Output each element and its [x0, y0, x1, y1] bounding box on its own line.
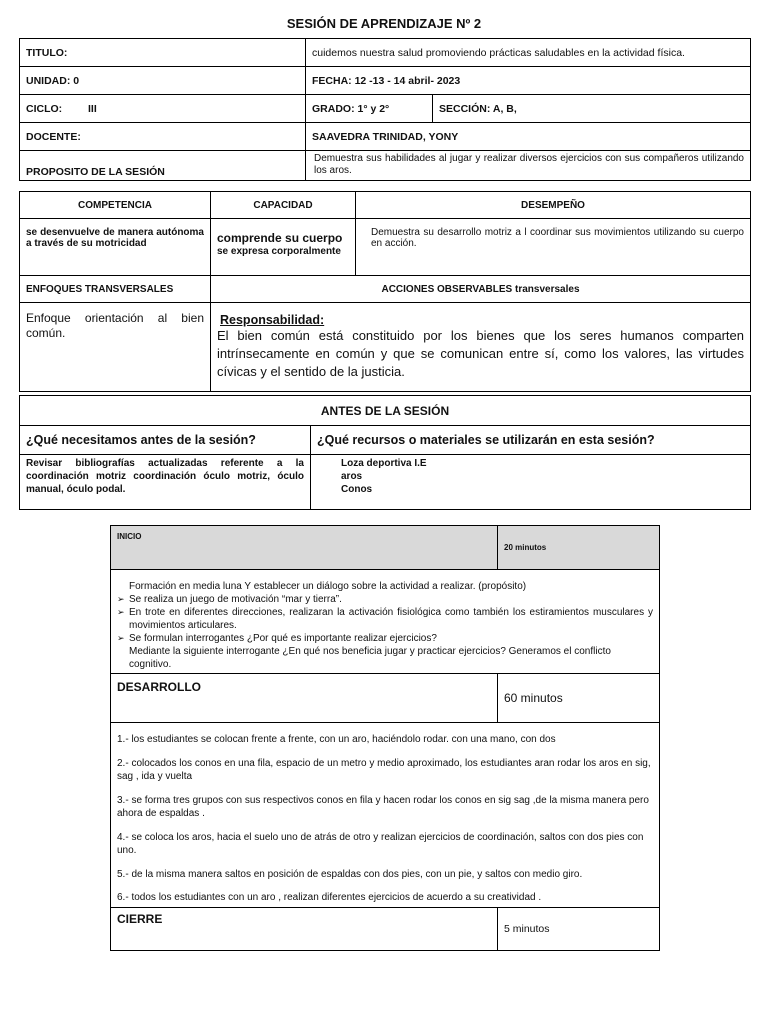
antes-question-2: ¿Qué recursos o materiales se utilizarán en esta sesión?: [311, 426, 751, 455]
titulo-value: cuidemos nuestra salud promoviendo prácticas saludables en la actividad física.: [306, 39, 751, 67]
antes-answer-1: Revisar bibliografías actualizadas referente a la coordinación motriz coordinación óculo motriz, óculo manual, óculo podal.: [20, 455, 311, 510]
material-item: Conos: [341, 484, 373, 495]
seccion-label: SECCIÓN: A, B,: [433, 95, 751, 123]
desempeno-value: Demuestra su desarrollo motriz a l coordinar sus movimientos utilizando su cuerpo en acción.: [356, 219, 751, 276]
responsabilidad-text: El bien común está constituido por los bienes que los seres humanos comparten intrínsecamente en común y que se comunican entre sí, como los valores, las virtudes cívicas y el sentido de la justicia.: [217, 328, 744, 379]
capacidad-cell: [211, 219, 356, 276]
inicio-body: [111, 570, 660, 674]
desarrollo-item: 3.- se forma tres grupos con sus respectivos conos en fila y hacen rodar los conos en sig sag ,de la misma manera pero ahora de espaldas .: [117, 794, 649, 819]
material-item: aros: [341, 471, 363, 482]
arrow-bullet-icon: ➢: [117, 633, 125, 643]
capacidad-1: comprende su cuerpo: [217, 231, 343, 245]
general-info-table: [19, 38, 751, 181]
arrow-bullet-icon: ➢: [117, 607, 125, 617]
acciones-label: ACCIONES OBSERVABLES transversales: [211, 276, 751, 303]
ciclo-label: CICLO:: [26, 102, 63, 115]
material-item: Loza deportiva I.E: [341, 458, 427, 469]
competencia-value: se desenvuelve de manera autónoma a través de su motricidad: [20, 219, 211, 276]
secuencia-table: [110, 525, 660, 951]
capacidad-header: CAPACIDAD: [211, 192, 356, 219]
antes-header: ANTES DE LA SESIÓN: [20, 396, 751, 426]
ciclo-value: III: [88, 102, 97, 115]
enfoque-value: Enfoque orientación al bien común.: [20, 303, 211, 392]
arrow-bullet-icon: ➢: [117, 594, 125, 604]
capacidad-2: se expresa corporalmente: [217, 246, 341, 257]
docente-label: DOCENTE:: [20, 123, 306, 151]
docente-value: SAAVEDRA TRINIDAD, YONY: [306, 123, 751, 151]
fecha-label: FECHA: 12 -13 - 14 abril- 2023: [306, 67, 751, 95]
desarrollo-item: 2.- colocados los conos en una fila, espacio de un metro y medio aproximado, los estudiantes aran rodar los aros en sig, sag , ida y vuelta: [117, 757, 651, 782]
cierre-time: 5 minutos: [498, 907, 660, 950]
grado-label: GRADO: 1° y 2°: [306, 95, 433, 123]
proposito-value: Demuestra sus habilidades al jugar y realizar diversos ejercicios con sus compañeros utilizando los aros.: [306, 151, 751, 181]
desarrollo-item: 6.- todos los estudiantes con un aro , realizan diferentes ejercicios de acuerdo a su creatividad .: [117, 892, 542, 903]
responsabilidad-cell: [211, 303, 751, 392]
session-title: SESIÓN DE APRENDIZAJE Nº 2: [286, 16, 482, 31]
responsabilidad-title: Responsabilidad:: [220, 313, 325, 327]
titulo-label: TITULO:: [20, 39, 306, 67]
antes-table: [19, 395, 751, 510]
competencias-table: [19, 191, 751, 392]
inicio-bullet: ➢ En trote en diferentes direcciones, realizaran la activación fisiológica como también los estiramientos musculares y movimientos articulares.: [117, 607, 653, 631]
materials-list: [311, 455, 751, 510]
inicio-outro: Mediante la siguiente interrogante ¿En qué nos beneficia jugar y practicar ejercicios? Generamos el conflicto cognitivo.: [129, 646, 611, 670]
desarrollo-item: 1.- los estudiantes se colocan frente a frente, con un aro, haciéndolo rodar. con una mano, con dos: [117, 734, 556, 745]
antes-question-1: ¿Qué necesitamos antes de la sesión?: [20, 426, 311, 455]
cierre-label: CIERRE: [111, 907, 498, 950]
desarrollo-time: 60 minutos: [498, 674, 660, 723]
desarrollo-label: DESARROLLO: [111, 674, 498, 723]
inicio-label: INICIO: [111, 526, 498, 570]
inicio-bullet: ➢ Se formulan interrogantes ¿Por qué es importante realizar ejercicios?: [117, 633, 437, 644]
inicio-intro: Formación en media luna Y establecer un diálogo sobre la actividad a realizar. (propósito): [129, 581, 527, 592]
unidad-label: UNIDAD: 0: [20, 67, 306, 95]
inicio-bullet: ➢ Se realiza un juego de motivación “mar y tierra”.: [117, 594, 342, 605]
desempeno-header: DESEMPEÑO: [356, 192, 751, 219]
enfoques-label: ENFOQUES TRANSVERSALES: [20, 276, 211, 303]
inicio-time: 20 minutos: [498, 526, 660, 570]
desarrollo-item: 5.- de la misma manera saltos en posición de espaldas con dos pies, con un pie, y saltos con medio giro.: [117, 868, 583, 880]
desarrollo-item: 4.- se coloca los aros, hacia el suelo uno de atrás de otro y realizan ejercicios de coordinación, saltos con dos pies con uno.: [117, 831, 644, 856]
proposito-label: PROPOSITO DE LA SESIÓN: [20, 151, 306, 181]
competencia-header: COMPETENCIA: [20, 192, 211, 219]
ciclo-cell: [20, 95, 306, 123]
desarrollo-body: [111, 723, 660, 908]
